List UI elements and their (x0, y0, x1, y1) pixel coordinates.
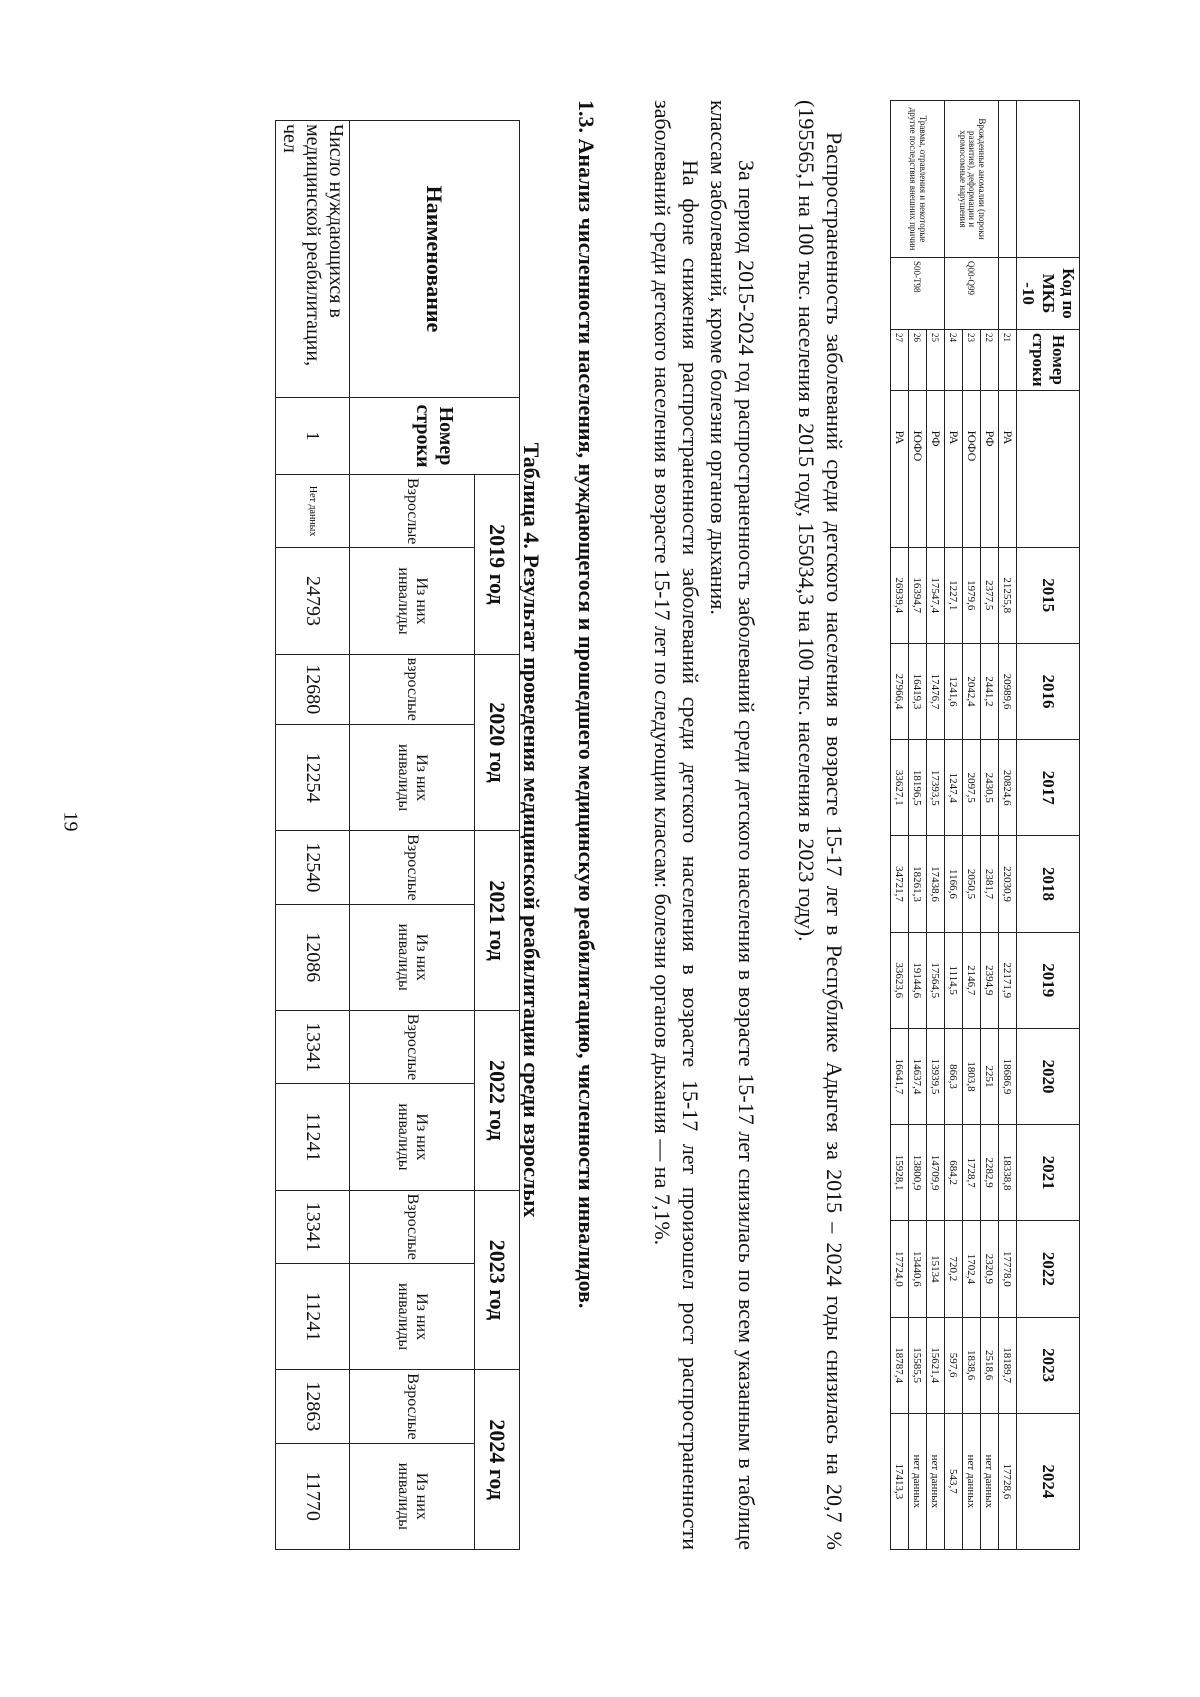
year-header: 2023 год (475, 1190, 520, 1370)
section-heading: 1.3. Анализ численности населения, нуждающегося и прошедшего медицинскую реабилитацию, численности инвалидов. (574, 100, 599, 1309)
region-cell: ЮФО (963, 390, 981, 547)
value-cell: 2381,7 (981, 836, 999, 932)
value-cell: 17778,0 (999, 1221, 1017, 1317)
row-number-cell: 1 (276, 398, 350, 475)
value-cell: 21255,8 (999, 547, 1017, 643)
code-cell (999, 258, 1017, 330)
value-cell: 20824,6 (999, 740, 1017, 836)
value-cell: 2146,7 (963, 932, 981, 1028)
rotated-page-content (100, 0, 1200, 1600)
year-header: 2018 (1017, 836, 1080, 932)
icd-code: Q00-Q99 (945, 258, 999, 330)
value-cell: 16641,7 (891, 1028, 909, 1124)
year-header: 2021 (1017, 1125, 1080, 1221)
year-header: 2021 год (475, 831, 520, 1011)
year-header: 2015 (1017, 547, 1080, 643)
year-header: 2019 год (475, 475, 520, 655)
year-header: 2017 (1017, 740, 1080, 836)
value-cell: 2050,5 (963, 836, 981, 932)
value-cell: 17438,6 (927, 836, 945, 932)
year-header: 2024 (1017, 1413, 1080, 1549)
value-cell: 720,2 (945, 1221, 963, 1317)
value-cell: 1838,6 (963, 1317, 981, 1413)
row-number-cell: 22 (981, 330, 999, 391)
year-header: 2024 год (475, 1370, 520, 1550)
table-header-row (475, 121, 520, 1550)
value-cell: 12540 (276, 831, 350, 904)
value-cell: 15928,1 (891, 1125, 909, 1221)
value-cell: 1247,4 (945, 740, 963, 836)
value-cell: 1728,7 (963, 1125, 981, 1221)
value-cell: 13440,6 (909, 1221, 927, 1317)
value-cell: 16419,3 (909, 643, 927, 739)
subheader-cell: Взрослые (350, 1190, 475, 1263)
paragraph-period: За период 2015-2024 год распространенность заболеваний среди детского населения в возрасте 15-17 лет снизилась по всем указанным в таблице классам заболеваний, кроме болезни органов дыхания. (706, 100, 759, 1550)
value-cell: 13800,9 (909, 1125, 927, 1221)
region-cell: РА (891, 390, 909, 547)
value-cell: 543,7 (945, 1413, 963, 1549)
subheader-cell: Взрослые (350, 1370, 475, 1443)
icd-code: S00-T98 (891, 258, 945, 330)
value-cell: 14709,9 (927, 1125, 945, 1221)
row-header: Номер строки (1017, 330, 1080, 391)
value-cell: 2042,4 (963, 643, 981, 739)
table-header-row (1017, 101, 1080, 1550)
subheader-cell: Взрослые (350, 475, 475, 548)
subheader-cell: Взрослые (350, 1010, 475, 1083)
table-row (999, 101, 1017, 1550)
code-header: Код по МКБ -10 (1017, 258, 1080, 330)
value-cell: 2097,5 (963, 740, 981, 836)
disease-class-label: Травмы, отравления и некоторые другие последствия внешних причин (891, 101, 945, 258)
paragraph-growth: На фоне снижения распространенности заболеваний среди детского населения в возрасте 15-17 лет произошел рост распространенности заболеваний среди детского населения в возрасте 15-17 лет по следующим классам: болезни органов дыхания — на 7,1%. (650, 100, 703, 1550)
subheader-cell: Из них инвалиды (350, 724, 475, 830)
value-cell: 597,6 (945, 1317, 963, 1413)
subheader-cell: Из них инвалиды (350, 904, 475, 1010)
region-cell: РФ (981, 390, 999, 547)
region-cell: РА (945, 390, 963, 547)
paragraph-prevalence: Распространенность заболеваний среди детского населения в возрасте 15-17 лет в Республике Адыгея за 2015 – 2024 годы снизилась на 20,7 % (195565,1 на 100 тыс. населения в 2015 году, 155034,3 на 100 тыс. населения в 2023 году). (794, 100, 847, 1550)
value-cell: 1166,6 (945, 836, 963, 932)
value-cell: 2441,2 (981, 643, 999, 739)
value-cell: 13341 (276, 1190, 350, 1263)
value-cell: 1979,6 (963, 547, 981, 643)
value-cell: 18686,9 (999, 1028, 1017, 1124)
value-cell: 2320,9 (981, 1221, 999, 1317)
year-header: 2020 год (475, 654, 520, 831)
value-cell: 12863 (276, 1370, 350, 1443)
value-cell: 33627,1 (891, 740, 909, 836)
value-cell: 15585,5 (909, 1317, 927, 1413)
value-cell: 12254 (276, 724, 350, 830)
subheader-cell: Из них инвалиды (350, 1443, 475, 1549)
blank-header (1017, 101, 1080, 258)
value-cell: нет данных (981, 1413, 999, 1549)
row-number-cell: 21 (999, 330, 1017, 391)
year-header: 2022 год (475, 1010, 520, 1190)
row-number-cell: 26 (909, 330, 927, 391)
value-cell: 1241,6 (945, 643, 963, 739)
value-cell: 22030,9 (999, 836, 1017, 932)
table-row (981, 101, 999, 1550)
value-cell: 20989,6 (999, 643, 1017, 739)
subheader-cell: взрослые (350, 654, 475, 724)
value-cell: 12680 (276, 654, 350, 724)
value-cell: 13341 (276, 1010, 350, 1083)
disease-class-label: Врожденные аномалии (пороки развития), деформации и хромосомные нарушения (945, 101, 999, 258)
year-header: 2023 (1017, 1317, 1080, 1413)
year-header: 2020 (1017, 1028, 1080, 1124)
value-cell: 15134 (927, 1221, 945, 1317)
subheader-cell: Взрослые (350, 831, 475, 904)
value-cell: 27966,4 (891, 643, 909, 739)
value-cell: 17724,0 (891, 1221, 909, 1317)
value-cell: 16394,7 (909, 547, 927, 643)
value-cell: 18196,5 (909, 740, 927, 836)
value-cell: 17393,5 (927, 740, 945, 836)
value-cell: нет данных (963, 1413, 981, 1549)
value-cell: 17547,4 (927, 547, 945, 643)
region-cell: РА (999, 390, 1017, 547)
region-cell: РФ (927, 390, 945, 547)
value-cell: 684,2 (945, 1125, 963, 1221)
value-cell: 33623,6 (891, 932, 909, 1028)
value-cell: 24793 (276, 548, 350, 654)
value-cell: 17413,3 (891, 1413, 909, 1549)
value-cell: 2377,5 (981, 547, 999, 643)
subheader-cell: Из них инвалиды (350, 1084, 475, 1190)
value-cell: 11241 (276, 1263, 350, 1369)
value-cell: 2518,6 (981, 1317, 999, 1413)
value-cell: 14637,4 (909, 1028, 927, 1124)
value-cell: 17476,7 (927, 643, 945, 739)
table-caption: Таблица 4. Результат проведения медицинской реабилитации среди взрослых (519, 442, 544, 1218)
value-cell: нет данных (927, 1413, 945, 1549)
value-cell: 17564,5 (927, 932, 945, 1028)
value-cell: 2282,9 (981, 1125, 999, 1221)
table-row (276, 121, 350, 1550)
rehab-table (275, 120, 520, 1550)
region-cell: ЮФО (909, 390, 927, 547)
value-cell: 12086 (276, 904, 350, 1010)
value-cell: 18338,8 (999, 1125, 1017, 1221)
value-cell: 18787,4 (891, 1317, 909, 1413)
value-cell: 34721,7 (891, 836, 909, 932)
row-number-cell: 23 (963, 330, 981, 391)
subheader-cell: Из них инвалиды (350, 1263, 475, 1369)
table-row (927, 101, 945, 1550)
value-cell: 17728,6 (999, 1413, 1017, 1549)
year-header: 2019 (1017, 932, 1080, 1028)
subheader-cell: Из них инвалиды (350, 548, 475, 654)
value-cell: 1227,1 (945, 547, 963, 643)
value-cell: Нет данных (276, 475, 350, 548)
row-number-cell: 27 (891, 330, 909, 391)
value-cell: 11241 (276, 1084, 350, 1190)
value-cell: 13939,5 (927, 1028, 945, 1124)
value-cell: 22171,9 (999, 932, 1017, 1028)
value-cell: 1803,8 (963, 1028, 981, 1124)
row-name-cell: Число нуждающихся в медицинской реабилитации, чел (276, 121, 350, 398)
value-cell: 15621,4 (927, 1317, 945, 1413)
value-cell: нет данных (909, 1413, 927, 1549)
row-number-header: Номер строки (350, 398, 520, 475)
value-cell: 2251 (981, 1028, 999, 1124)
value-cell: 19144,6 (909, 932, 927, 1028)
value-cell: 26939,4 (891, 547, 909, 643)
value-cell: 866,3 (945, 1028, 963, 1124)
year-header: 2016 (1017, 643, 1080, 739)
page-number: 19 (59, 811, 82, 832)
year-header: 2022 (1017, 1221, 1080, 1317)
region-header (1017, 390, 1080, 547)
value-cell: 1702,4 (963, 1221, 981, 1317)
name-header: Наименование (350, 121, 520, 398)
value-cell: 2430,5 (981, 740, 999, 836)
value-cell: 18261,3 (909, 836, 927, 932)
morbidity-table (890, 100, 1080, 1550)
value-cell: 11770 (276, 1443, 350, 1549)
label-cell (999, 101, 1017, 258)
row-number-cell: 24 (945, 330, 963, 391)
value-cell: 2394,9 (981, 932, 999, 1028)
value-cell: 18189,7 (999, 1317, 1017, 1413)
row-number-cell: 25 (927, 330, 945, 391)
value-cell: 1114,5 (945, 932, 963, 1028)
